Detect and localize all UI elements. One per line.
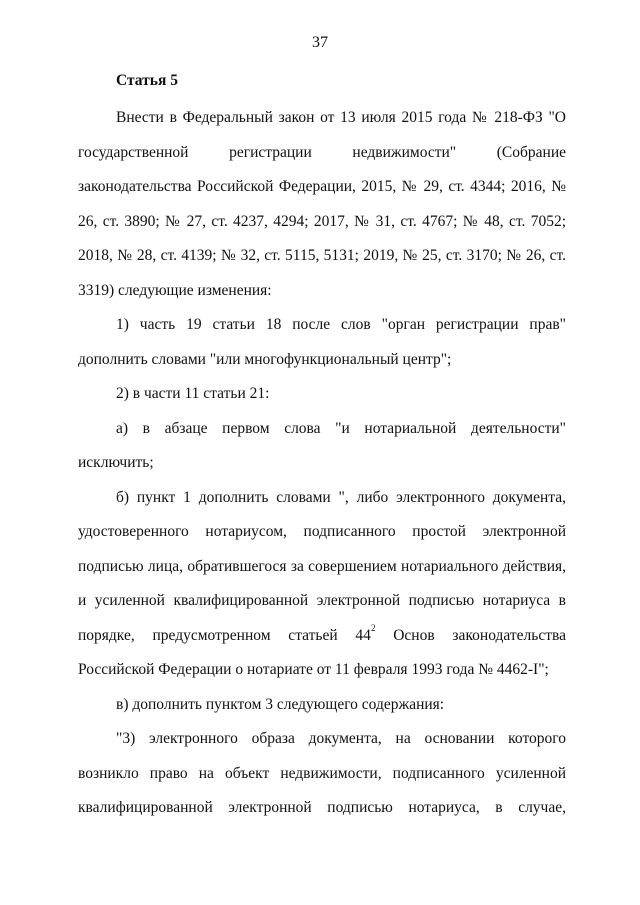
body-text	[78, 101, 566, 826]
item-2b-paragraph	[78, 481, 566, 688]
page-number: 37	[312, 34, 328, 51]
intro-paragraph: Внести в Федеральный закон от 13 июля 2015 года № 218-ФЗ "О государственной регистрации недвижимости" (Собрание законодательства Российской Федерации, 2015, № 29, ст. 4344; 2016, № 26, ст. 3890; № 27, ст. 4237, 4294; 2017, № 31, ст. 4767; № 48, ст. 7052; 2018, № 28, ст. 4139; № 32, ст. 5115, 5131; 2019, № 25, ст. 3170; № 26, ст. 3319) следующие изменения:	[78, 109, 566, 299]
article-title: Статья 5	[116, 72, 178, 89]
item-2b-text-before: б) пункт 1 дополнить словами ", либо электронного документа, удостоверенного нотариусом, подписанного простой электронной подписью лица, обратившегося за совершением нотариального действия, и усиленной квалифицированной электронной подписью нотариуса в порядке, предусмотренном статьей 44	[78, 488, 566, 644]
item-2v-paragraph: в) дополнить пунктом 3 следующего содержания:	[116, 695, 445, 713]
article-superscript: 2	[370, 623, 376, 634]
item-1-paragraph: 1) часть 19 статьи 18 после слов "орган регистрации прав" дополнить словами "или многофункциональный центр";	[78, 316, 566, 368]
item-3-quote-paragraph: "3) электронного образа документа, на основании которого возникло право на объект недвижимости, подписанного усиленной квалифицированной электронной подписью нотариуса, в случае,	[78, 730, 566, 816]
item-2-paragraph: 2) в части 11 статьи 21:	[116, 385, 270, 402]
item-2b-text-after: Основ законодательства Российской Федерации о нотариате от 11 февраля 1993 года № 4462-I";	[78, 626, 566, 678]
item-2a-paragraph: а) в абзаце первом слова "и нотариальной деятельности" исключить;	[78, 419, 566, 471]
